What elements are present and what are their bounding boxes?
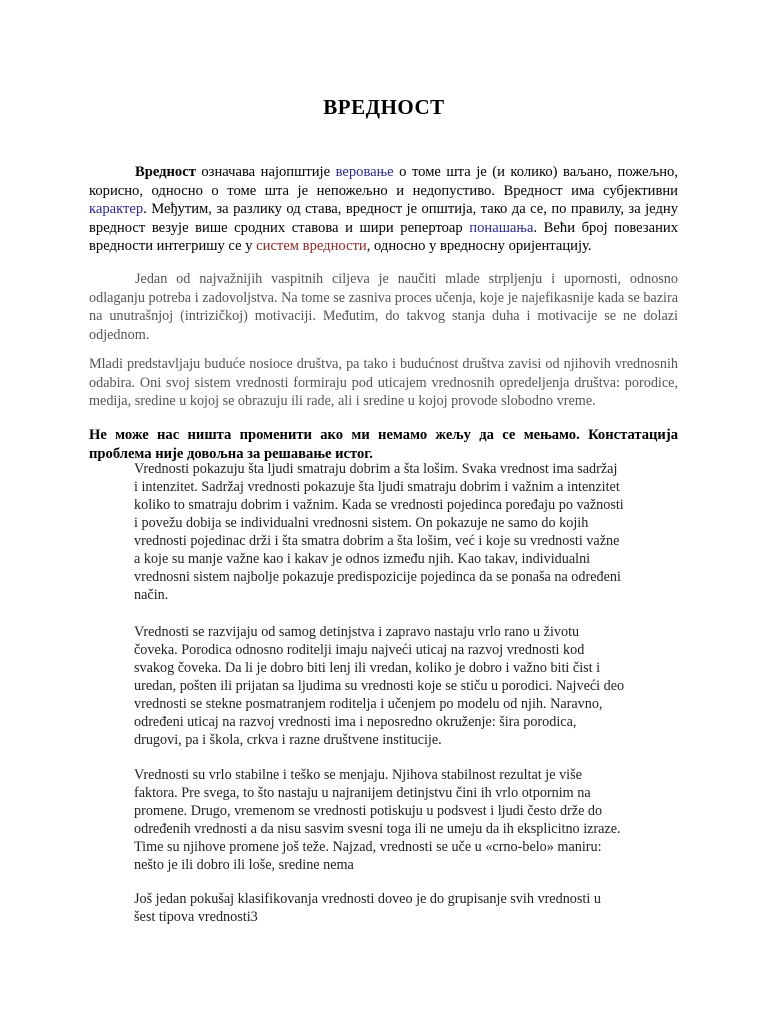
text-line: Još jedan pokušaj klasifikovanja vrednosti doveo je do grupisanje svih vrednosti u [134,891,601,907]
link-verovanje[interactable]: веровање [335,164,394,180]
para1-text-1: означава најопштије [195,164,336,180]
para1-text-3: . Међутим, за разлику од става, вредност је општија, тако да се, по правилу, за једну вредност везује више сродних ставова и шири репертоар [89,201,678,236]
text-line: i intenzitet. Sadržaj vrednosti pokazuje šta ljudi smatraju dobrim i važnim a intenzitet [134,479,620,495]
link-ponasanja[interactable]: понашања [469,219,534,236]
text-line: Vrednosti pokazuju šta ljudi smatraju dobrim a šta lošim. Svaka vrednost ima sadržaj [134,461,618,477]
text-line: Time su njihove promene još teže. Najzad, vrednosti se uče u «crno-belo» maniru: [134,839,602,855]
text-line: a koje su manje važne kao i kakav je odnos između njih. Kao takav, individualni [134,551,591,567]
text-block-vrednosti-pokazuju [134,460,654,604]
text-line: Vrednosti su vrlo stabilne i teško se menjaju. Njihova stabilnost rezultat je više [134,767,582,783]
text-line: vrednosti pojedinac drži i šta smatra dobrim a šta lošim, već i koje su vrednosti važne [134,533,620,549]
text-line: koliko to smatraju dobrim i važnim. Kada se vrednosti pojedinca poređaju po važnosti [134,497,624,513]
paragraph-bold-quote: Не може нас ништа променити ако ми немамо жељу да се мењамо. Констатација проблема није довољна за решавање истог. [89,427,678,462]
paragraph-vaspitni-ciljevi: Jedan od najvažnijih vaspitnih ciljeva je naučiti mlade strpljenju i upornosti, odnosno odlaganju potreba i zadovoljstva. Na tome se zasniva proces učenja, koje je najefikasnije kada se bazira na unutrašnjoj (intrizičkoj) motivaciji. Međutim, do takvog stanja duha i motivacije se ne dolazi odjednom. [89,271,678,343]
text-line: i povežu dobija se individualni vrednosni sistem. On pokazuje ne samo do kojih [134,515,589,531]
text-block-razvoj-vrednosti [134,623,654,749]
text-line: šest tipova vrednosti3 [134,909,258,925]
text-block-klasifikacija [134,890,654,926]
text-line: promene. Drugo, vremenom se vrednosti potiskuju u podsvest i ljudi često drže do [134,803,603,819]
text-line: faktora. Pre svega, to što nastaju u najranijem detinjstvu čini ih vrlo otpornim na [134,785,591,801]
para1-text-4: . Већи број повезаних вредности интегришу се у [89,219,678,255]
text-line: drugovi, pa i škola, crkva i razne društvene institucije. [134,732,442,748]
text-line: nešto je ili dobro ili loše, sredine nema [134,857,354,873]
paragraph-definition [89,163,678,256]
text-line: Vrednosti se razvijaju od samog detinjstva i zapravo nastaju vrlo rano u životu [134,624,580,640]
text-block-stabilnost [134,766,654,874]
text-line: čoveka. Porodica odnosno roditelji imaju najveći uticaj na razvoj vrednosti kod [134,642,585,658]
text-line: vrednosni sistem najbolje pokazuje predispozicije pojedinca da se ponaša na određeni [134,569,621,585]
text-line: način. [134,587,169,603]
paragraph-mladi: Mladi predstavljaju buduće nosioce društva, pa tako i budućnost društva zavisi od njihovih vrednosnih odabira. Oni svoj sistem vrednosti formiraju pod uticajem vrednosnih opredeljenja društva: porodice, medija, sredine u kojoj se obrazuju ili rade, ali i sredine u kojoj provode slobodno vreme. [89,356,678,410]
text-line: uredan, pošten ili prijatan sa ljudima su vrednosti koje se stiču u porodici. Najveći deo [134,678,625,694]
link-karakter[interactable]: карактер [89,201,144,218]
text-line: određenih vrednosti a da nisu sasvim svesni toga ili ne umeju da ih eksplicitno izraze. [134,821,621,837]
text-line: svakog čoveka. Da li je dobro biti lenj ili vredan, koliko je dobro i važno biti čist i [134,660,601,676]
link-sistem-vrednosti[interactable]: систем вредности [256,238,367,255]
document-title: ВРЕДНОСТ [323,95,445,119]
para1-text-5: , односно у вредносну оријентацију. [366,238,592,255]
para1-text-2: о томе шта је (и колико) ваљано, пожељно, корисно, односно о томе шта је непожељно и недопустиво. Вредност има субјективни [89,164,679,199]
text-line: određeni uticaj na razvoj vrednosti ima i neposredno okruženje: šira porodica, [134,714,577,730]
lead-term: Вредност [135,164,196,180]
text-line: vrednosti se stekne posmatranjem roditelja i učenjem po modelu od njih. Naravno, [134,696,603,712]
